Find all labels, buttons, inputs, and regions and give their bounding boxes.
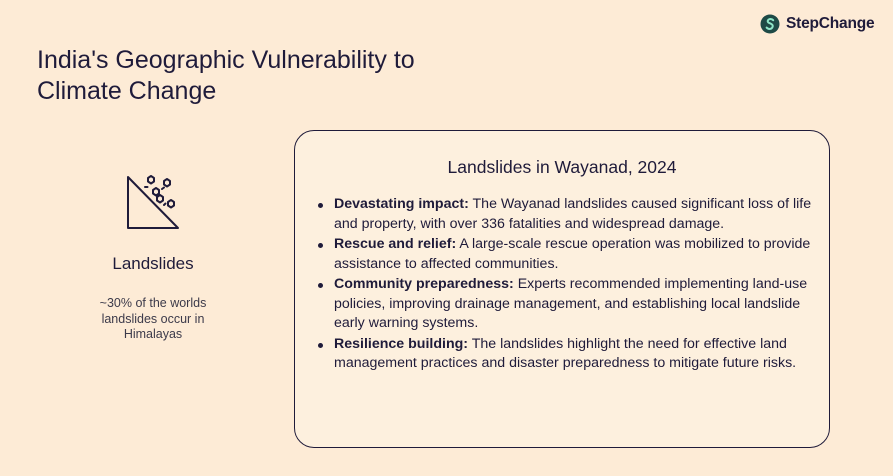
list-item-text: The landslides highlight the need for effective land management practices and disaster preparedness to mitigate future risks. — [334, 335, 797, 371]
page-title-line-2: Climate Change — [37, 77, 217, 105]
list-item — [315, 335, 815, 374]
card-bullet-list — [315, 195, 815, 375]
landslide-icon — [124, 172, 182, 232]
list-item-text: Experts recommended implementing land-use policies, improving drainage management, and establishing local landslide early warning systems. — [334, 276, 808, 331]
list-item-heading: Devastating impact: — [334, 196, 469, 212]
list-item-text: A large-scale rescue operation was mobilized to provide assistance to affected communities. — [334, 236, 811, 272]
card-title: Landslides in Wayanad, 2024 — [447, 157, 677, 177]
list-item — [315, 195, 815, 234]
case-study-card — [294, 130, 830, 448]
brand-logo — [760, 14, 874, 34]
brand-name: StepChange — [786, 15, 875, 32]
hazard-label: Landslides — [112, 254, 194, 273]
page-title-line-1: India's Geographic Vulnerability to — [37, 46, 415, 74]
hazard-summary — [76, 172, 230, 343]
list-item-heading: Resilience building: — [334, 335, 469, 352]
hazard-description: ~30% of the worlds landslides occur in Himalayas — [99, 296, 207, 341]
page-title — [37, 45, 537, 107]
list-item — [315, 235, 815, 274]
list-item-heading: Community preparedness: — [334, 276, 514, 292]
list-item-heading: Rescue and relief: — [334, 236, 457, 252]
list-item — [315, 275, 815, 334]
stepchange-logo-icon — [760, 14, 780, 34]
list-item-text: The Wayanad landslides caused significant loss of life and property, with over 336 fatalities and widespread damage. — [334, 196, 812, 232]
